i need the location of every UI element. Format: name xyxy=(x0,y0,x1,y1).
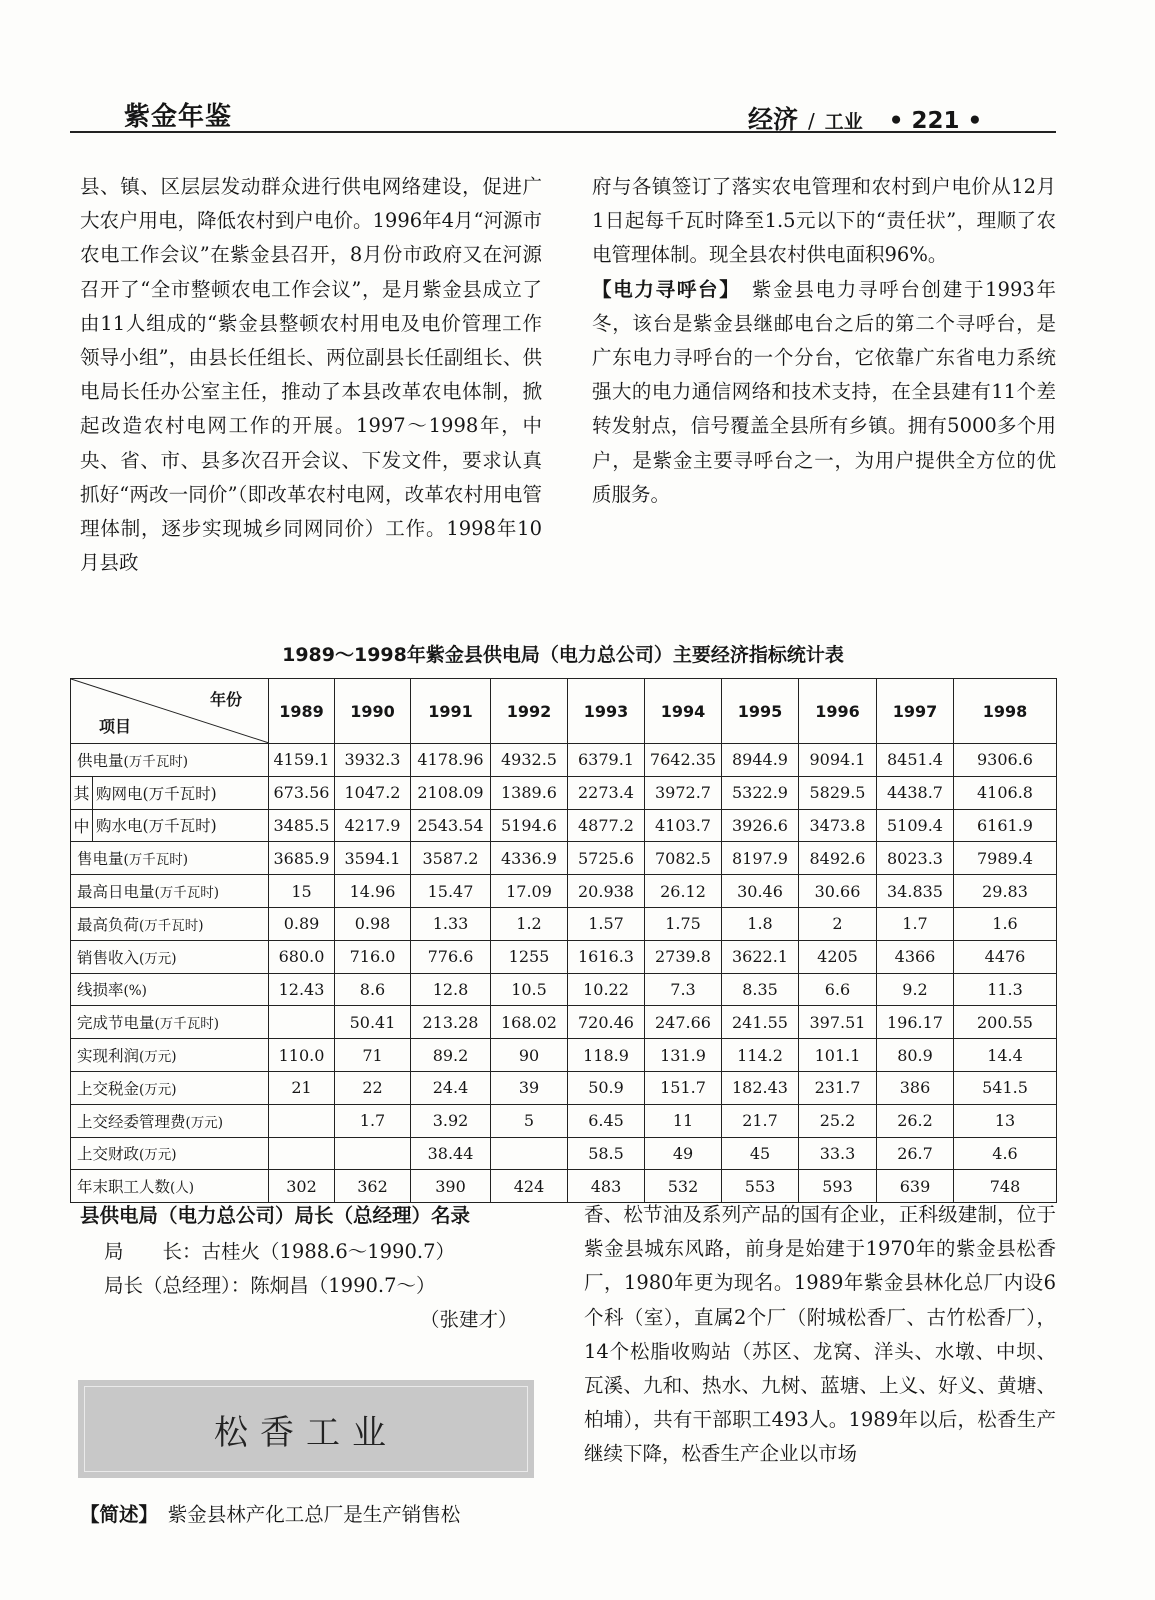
table-cell: 8197.9 xyxy=(722,842,799,875)
row-label-unit: (人) xyxy=(170,1180,195,1197)
row-label-text: 线损率 xyxy=(77,981,124,1000)
director-name-2: 陈炯昌（1990.7～） xyxy=(250,1274,436,1297)
row-label-text: 售电量 xyxy=(77,850,124,869)
row-label-unit: (万千瓦时) xyxy=(123,852,189,869)
right-column-text xyxy=(592,170,1056,512)
table-cell: 2543.54 xyxy=(411,809,491,842)
table-cell: 3932.3 xyxy=(335,744,411,777)
table-row xyxy=(71,875,1057,908)
table-row xyxy=(71,1039,1057,1072)
table-cell: 80.9 xyxy=(877,1039,954,1072)
table-cell: 3587.2 xyxy=(411,842,491,875)
table-cell: 8944.9 xyxy=(722,744,799,777)
table-cell: 776.6 xyxy=(411,940,491,973)
table-cell: 11 xyxy=(645,1104,722,1137)
table-cell: 26.12 xyxy=(645,875,722,908)
table-cell: 14.4 xyxy=(954,1039,1057,1072)
table-row xyxy=(71,776,1057,809)
table-cell: 1.2 xyxy=(491,907,568,940)
table-cell: 26.7 xyxy=(877,1137,954,1170)
table-row xyxy=(71,809,1057,842)
table-cell: 7642.35 xyxy=(645,744,722,777)
table-cell xyxy=(491,1137,568,1170)
qizhong-label: 其 xyxy=(71,776,93,809)
table-cell: 4103.7 xyxy=(645,809,722,842)
corner-item-label: 项目 xyxy=(99,717,132,736)
table-cell: 1.6 xyxy=(954,907,1057,940)
table-cell: 8.35 xyxy=(722,973,799,1006)
directory-heading: 县供电局（电力总公司）局长（总经理）名录 xyxy=(80,1204,471,1227)
table-cell: 13 xyxy=(954,1104,1057,1137)
table-row xyxy=(71,1137,1057,1170)
table-cell: 90 xyxy=(491,1039,568,1072)
left-column-text xyxy=(80,170,542,580)
row-label xyxy=(71,973,269,1006)
row-label xyxy=(71,940,269,973)
table-cell: 5109.4 xyxy=(877,809,954,842)
table-cell: 1255 xyxy=(491,940,568,973)
table-cell: 9.2 xyxy=(877,973,954,1006)
year-header: 1998 xyxy=(954,679,1057,744)
table-cell: 12.43 xyxy=(269,973,335,1006)
corner-year-label: 年份 xyxy=(209,690,242,709)
row-label xyxy=(71,1006,269,1039)
table-cell: 45 xyxy=(722,1137,799,1170)
year-header: 1991 xyxy=(411,679,491,744)
table-cell: 2108.09 xyxy=(411,776,491,809)
table-cell: 17.09 xyxy=(491,875,568,908)
table-cell: 29.83 xyxy=(954,875,1057,908)
table-cell: 2739.8 xyxy=(645,940,722,973)
table-cell: 3622.1 xyxy=(722,940,799,973)
corner-cell xyxy=(71,679,269,744)
table-cell: 0.89 xyxy=(269,907,335,940)
table-cell: 25.2 xyxy=(799,1104,877,1137)
row-label-unit: (万千瓦时) xyxy=(142,784,217,803)
right-paragraph-1: 府与各镇签订了落实农电管理和农村到户电价从12月1日起每千瓦时降至1.5元以下的“责任状”，理顺了农电管理体制。现全县农村供电面积96%。 xyxy=(592,175,1056,267)
table-cell: 3485.5 xyxy=(269,809,335,842)
row-label-unit: (万元) xyxy=(139,1081,177,1098)
table-cell: 5322.9 xyxy=(722,776,799,809)
table-cell: 4.6 xyxy=(954,1137,1057,1170)
paging-heading: 【电力寻呼台】 xyxy=(592,277,731,301)
table-cell: 114.2 xyxy=(722,1039,799,1072)
table-cell: 1.75 xyxy=(645,907,722,940)
row-label-text: 购水电 xyxy=(96,817,143,836)
table-cell: 4877.2 xyxy=(568,809,645,842)
table-cell: 302 xyxy=(269,1170,335,1203)
year-header: 1996 xyxy=(799,679,877,744)
row-label-unit: (万元) xyxy=(185,1114,224,1131)
table-cell: 1.8 xyxy=(722,907,799,940)
table-cell: 4178.96 xyxy=(411,744,491,777)
row-label xyxy=(71,1137,269,1170)
table-cell: 8451.4 xyxy=(877,744,954,777)
table-cell: 9094.1 xyxy=(799,744,877,777)
table-cell: 8023.3 xyxy=(877,842,954,875)
table-row xyxy=(71,1071,1057,1104)
table-cell: 1.7 xyxy=(335,1104,411,1137)
author-signature: （张建才） xyxy=(420,1308,518,1331)
section-banner-frame xyxy=(84,1386,528,1472)
row-label-unit: (万千瓦时) xyxy=(123,753,189,770)
director-line-2 xyxy=(104,1270,436,1298)
row-label xyxy=(71,1039,269,1072)
table-cell: 7.3 xyxy=(645,973,722,1006)
intro-paragraph xyxy=(80,1498,542,1532)
table-cell: 200.55 xyxy=(954,1006,1057,1039)
section-banner-title: 松香工业 xyxy=(214,1412,398,1453)
table-cell: 483 xyxy=(568,1170,645,1203)
table-cell: 362 xyxy=(335,1170,411,1203)
row-label-text: 上交经委管理费 xyxy=(77,1112,186,1131)
table-cell: 5725.6 xyxy=(568,842,645,875)
table-cell: 168.02 xyxy=(491,1006,568,1039)
table-cell: 247.66 xyxy=(645,1006,722,1039)
year-header: 1994 xyxy=(645,679,722,744)
table-cell: 14.96 xyxy=(335,875,411,908)
year-header: 1993 xyxy=(568,679,645,744)
table-cell: 196.17 xyxy=(877,1006,954,1039)
row-label xyxy=(71,1071,269,1104)
table-cell: 3594.1 xyxy=(335,842,411,875)
table-cell: 1.7 xyxy=(877,907,954,940)
table-cell: 4106.8 xyxy=(954,776,1057,809)
row-label xyxy=(71,1170,269,1203)
table-row xyxy=(71,842,1057,875)
table-cell: 101.1 xyxy=(799,1039,877,1072)
table-cell: 151.7 xyxy=(645,1071,722,1104)
table-cell: 9306.6 xyxy=(954,744,1057,777)
stats-table xyxy=(70,678,1057,1203)
row-label-text: 销售收入 xyxy=(77,948,140,967)
left-paragraph: 县、镇、区层层发动群众进行供电网络建设，促进广大农户用电，降低农村到户电价。1996年4月“河源市农电工作会议”在紫金县召开，8月份市政府又在河源召开了“全市整顿农电工作会议”，是月紫金县成立了由11人组成的“紫金县整顿农村用电及电价管理工作领导小组”，由县长任组长、两位副县长任副组长、供电局长任办公室主任，推动了本县改革农电体制，掀起改造农村电网工作的开展。1997～1998年，中央、省、市、县多次召开会议、下发文件，要求认真抓好“两改一同价”（即改革农村电网，改革农村用电管理体制，逐步实现城乡同网同价）工作。1998年10月县政 xyxy=(80,175,543,575)
section-name: 经济 xyxy=(748,105,799,134)
year-header: 1992 xyxy=(491,679,568,744)
header-rule xyxy=(70,131,1056,133)
year-header: 1990 xyxy=(335,679,411,744)
director-name-1: 古桂火（1988.6～1990.7） xyxy=(201,1240,455,1263)
table-cell: 213.28 xyxy=(411,1006,491,1039)
year-header: 1995 xyxy=(722,679,799,744)
table-cell: 541.5 xyxy=(954,1071,1057,1104)
table-cell xyxy=(335,1137,411,1170)
year-header: 1989 xyxy=(269,679,335,744)
table-cell xyxy=(269,1006,335,1039)
table-cell: 2273.4 xyxy=(568,776,645,809)
row-label-unit: (万千瓦时) xyxy=(154,885,220,902)
table-cell: 58.5 xyxy=(568,1137,645,1170)
yearbook-title: 紫金年鉴 xyxy=(124,102,233,132)
table-cell: 2 xyxy=(799,907,877,940)
table-cell: 34.835 xyxy=(877,875,954,908)
table-cell: 6161.9 xyxy=(954,809,1057,842)
table-cell: 5194.6 xyxy=(491,809,568,842)
row-label-text: 购网电 xyxy=(96,784,143,803)
table-cell: 20.938 xyxy=(568,875,645,908)
table-cell: 673.56 xyxy=(269,776,335,809)
table-cell: 22 xyxy=(335,1071,411,1104)
subsection-name: 工业 xyxy=(824,111,863,133)
table-cell: 26.2 xyxy=(877,1104,954,1137)
table-cell: 424 xyxy=(491,1170,568,1203)
table-cell: 50.9 xyxy=(568,1071,645,1104)
table-cell: 3926.6 xyxy=(722,809,799,842)
table-cell: 386 xyxy=(877,1071,954,1104)
table-cell: 38.44 xyxy=(411,1137,491,1170)
table-cell: 6.6 xyxy=(799,973,877,1006)
table-cell: 10.22 xyxy=(568,973,645,1006)
table-cell: 182.43 xyxy=(722,1071,799,1104)
right-column-lower-text xyxy=(584,1198,1056,1472)
row-label-text: 供电量 xyxy=(77,751,124,770)
row-label-unit: (万千瓦时) xyxy=(142,817,217,836)
table-cell: 50.41 xyxy=(335,1006,411,1039)
table-cell: 4336.9 xyxy=(491,842,568,875)
row-label-text: 上交税金 xyxy=(77,1079,140,1098)
row-label-text: 年末职工人数 xyxy=(77,1178,171,1197)
table-cell: 21.7 xyxy=(722,1104,799,1137)
director-title-1: 局 长： xyxy=(104,1240,202,1263)
row-label-text: 最高负荷 xyxy=(77,915,140,934)
table-cell: 1389.6 xyxy=(491,776,568,809)
row-label-text: 完成节电量 xyxy=(77,1014,155,1033)
table-cell: 39 xyxy=(491,1071,568,1104)
table-cell: 3.92 xyxy=(411,1104,491,1137)
table-cell: 118.9 xyxy=(568,1039,645,1072)
table-cell: 680.0 xyxy=(269,940,335,973)
table-cell: 49 xyxy=(645,1137,722,1170)
table-cell: 5 xyxy=(491,1104,568,1137)
year-header: 1997 xyxy=(877,679,954,744)
table-cell: 1.33 xyxy=(411,907,491,940)
table-cell: 15 xyxy=(269,875,335,908)
table-cell: 89.2 xyxy=(411,1039,491,1072)
row-label-unit: (万元) xyxy=(139,950,177,967)
intro-body: 紫金县林产化工总厂是生产销售松 xyxy=(167,1503,461,1526)
row-label-unit: (万元) xyxy=(139,1049,177,1066)
table-row xyxy=(71,973,1057,1006)
table-cell: 231.7 xyxy=(799,1071,877,1104)
table-cell: 4366 xyxy=(877,940,954,973)
table-header-row xyxy=(71,679,1057,744)
table-cell: 15.47 xyxy=(411,875,491,908)
paging-body: 紫金县电力寻呼台创建于1993年冬，该台是紫金县继邮电台之后的第二个寻呼台，是广东电力寻呼台的一个分台，它依靠广东省电力系统强大的电力通信网络和技术支持，在全县建有11个差转发射点，信号覆盖全县所有乡镇。拥有5000多个用户，是紫金主要寻呼台之一，为用户提供全方位的优质服务。 xyxy=(592,277,1056,506)
table-cell xyxy=(269,1137,335,1170)
table-row xyxy=(71,1104,1057,1137)
table-cell: 110.0 xyxy=(269,1039,335,1072)
table-cell: 33.3 xyxy=(799,1137,877,1170)
table-cell: 0.98 xyxy=(335,907,411,940)
row-label xyxy=(71,875,269,908)
table-cell: 24.4 xyxy=(411,1071,491,1104)
table-cell: 397.51 xyxy=(799,1006,877,1039)
table-cell: 390 xyxy=(411,1170,491,1203)
table-cell: 4205 xyxy=(799,940,877,973)
row-label xyxy=(71,1104,269,1137)
director-title-2: 局长（总经理）： xyxy=(104,1274,251,1297)
page-number: • 221 • xyxy=(888,108,983,134)
table-row xyxy=(71,940,1057,973)
table-row xyxy=(71,1006,1057,1039)
row-label-unit: (万千瓦时) xyxy=(154,1016,220,1033)
row-label xyxy=(71,842,269,875)
table-cell: 6379.1 xyxy=(568,744,645,777)
table-cell: 4438.7 xyxy=(877,776,954,809)
table-cell: 4159.1 xyxy=(269,744,335,777)
paging-section xyxy=(592,273,1056,512)
table-cell: 4932.5 xyxy=(491,744,568,777)
table-cell: 7082.5 xyxy=(645,842,722,875)
table-cell: 1047.2 xyxy=(335,776,411,809)
row-label-text: 实现利润 xyxy=(77,1047,140,1066)
table-cell xyxy=(269,1104,335,1137)
row-label xyxy=(93,776,269,809)
table-cell: 21 xyxy=(269,1071,335,1104)
section-banner xyxy=(78,1380,534,1478)
qizhong-label: 中 xyxy=(71,809,93,842)
intro-heading: 【简述】 xyxy=(80,1503,149,1526)
table-cell: 3972.7 xyxy=(645,776,722,809)
table-row xyxy=(71,907,1057,940)
row-label-unit: (%) xyxy=(123,983,147,1000)
row-label-unit: (万千瓦时) xyxy=(139,917,204,934)
table-cell: 241.55 xyxy=(722,1006,799,1039)
table-cell: 8492.6 xyxy=(799,842,877,875)
right-paragraph-2: 香、松节油及系列产品的国有企业，正科级建制，位于紫金县城东风路，前身是始建于1970年的紫金县松香厂，1980年更为现名。1989年紫金县林化总厂内设6个科（室），直属2个厂（附城松香厂、古竹松香厂），14个松脂收购站（苏区、龙窝、洋头、水墩、中坝、瓦溪、九和、热水、九树、蓝塘、上义、好义、黄塘、柏埔），共有干部职工493人。1989年以后，松香生产继续下降，松香生产企业以市场 xyxy=(584,1203,1056,1466)
table-cell: 10.5 xyxy=(491,973,568,1006)
table-cell: 4217.9 xyxy=(335,809,411,842)
row-label-text: 最高日电量 xyxy=(77,883,155,902)
table-cell: 553 xyxy=(722,1170,799,1203)
table-cell: 3473.8 xyxy=(799,809,877,842)
table-cell: 748 xyxy=(954,1170,1057,1203)
table-cell: 5829.5 xyxy=(799,776,877,809)
table-cell: 30.46 xyxy=(722,875,799,908)
row-label-unit: (万元) xyxy=(139,1147,177,1164)
table-cell: 11.3 xyxy=(954,973,1057,1006)
table-cell: 716.0 xyxy=(335,940,411,973)
table-cell: 639 xyxy=(877,1170,954,1203)
section-separator: / xyxy=(808,109,815,133)
row-label xyxy=(93,809,269,842)
row-label-text: 上交财政 xyxy=(77,1145,140,1164)
table-cell: 720.46 xyxy=(568,1006,645,1039)
table-title: 1989～1998年紫金县供电局（电力总公司）主要经济指标统计表 xyxy=(282,644,844,666)
director-line-1 xyxy=(104,1236,455,1264)
table-cell: 71 xyxy=(335,1039,411,1072)
table-cell: 131.9 xyxy=(645,1039,722,1072)
table-cell: 1.57 xyxy=(568,907,645,940)
table-cell: 593 xyxy=(799,1170,877,1203)
table-cell: 6.45 xyxy=(568,1104,645,1137)
table-cell: 12.8 xyxy=(411,973,491,1006)
table-cell: 4476 xyxy=(954,940,1057,973)
row-label xyxy=(71,907,269,940)
table-cell: 7989.4 xyxy=(954,842,1057,875)
table-cell: 1616.3 xyxy=(568,940,645,973)
table-cell: 30.66 xyxy=(799,875,877,908)
table-cell: 8.6 xyxy=(335,973,411,1006)
row-label xyxy=(71,744,269,777)
table-cell: 3685.9 xyxy=(269,842,335,875)
table-row xyxy=(71,744,1057,777)
table-cell: 532 xyxy=(645,1170,722,1203)
